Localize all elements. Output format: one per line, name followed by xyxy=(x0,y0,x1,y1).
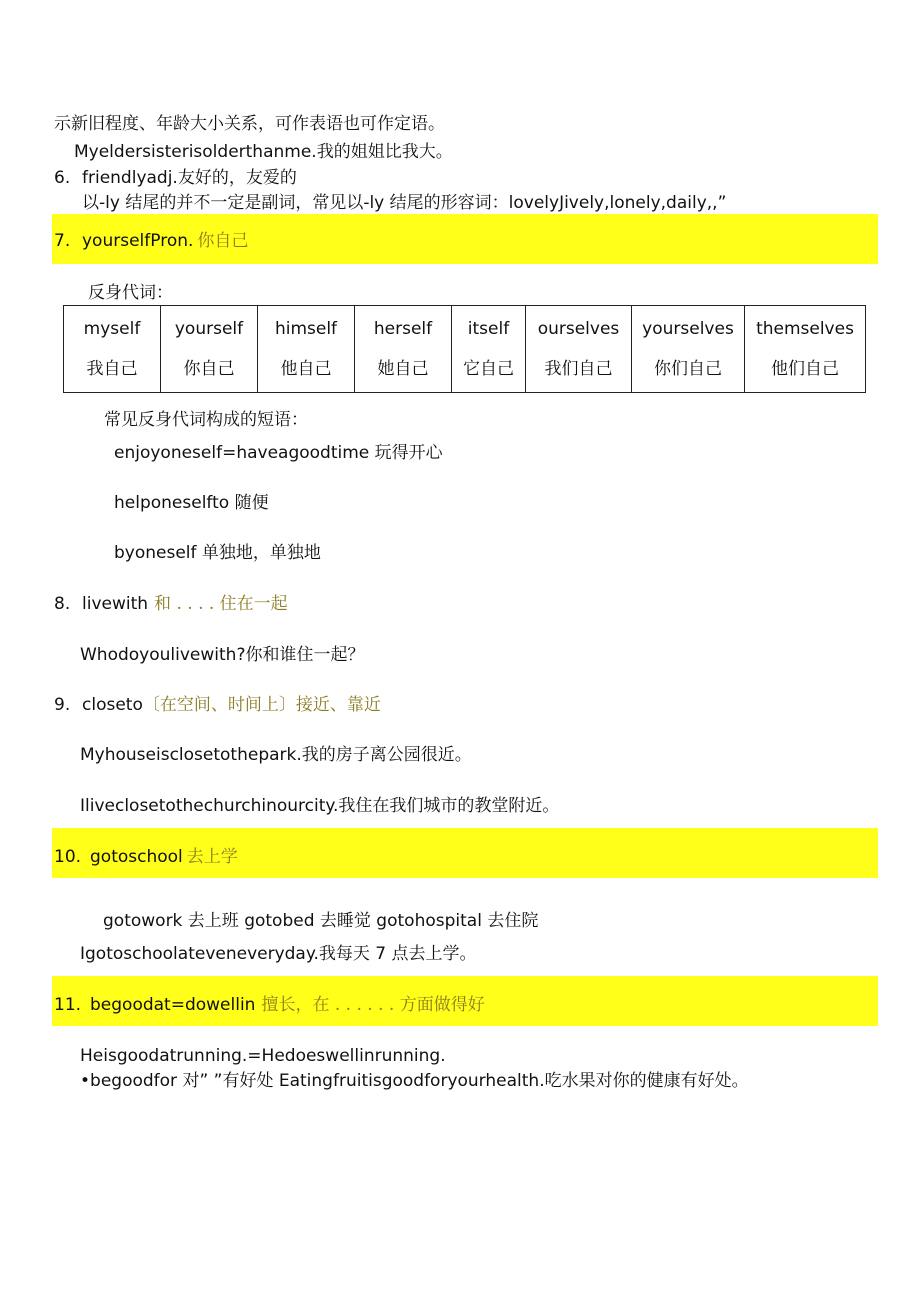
item-10-number: 10. xyxy=(54,847,82,867)
item-9-heading xyxy=(54,694,381,716)
phrases-caption: 常见反身代词构成的短语： xyxy=(104,410,308,430)
item-6-term: friendlyadj.友好的，友爱的 xyxy=(82,168,297,188)
item-8-term-en: livewith xyxy=(82,594,149,614)
item-6-heading xyxy=(54,167,297,189)
table-cell: himself 他自己 xyxy=(258,306,355,393)
item-6-number: 6. xyxy=(54,168,71,188)
item-11-term-cn: 擅长，在 . . . . . . 方面做得好 xyxy=(261,995,485,1015)
item-7-term-en: yourselfPron. xyxy=(82,231,194,251)
item-9-example-1: Myhouseisclosetothepark.我的房子离公园很近。 xyxy=(80,745,472,765)
item-11-number: 11. xyxy=(54,995,82,1015)
item-10-term-cn: 去上学 xyxy=(186,847,238,867)
item-7-heading xyxy=(54,230,248,252)
item-7-number: 7. xyxy=(54,231,71,251)
reflexive-table-caption: 反身代词： xyxy=(88,283,173,303)
table-cell: itself 它自己 xyxy=(452,306,526,393)
item-10-heading xyxy=(54,846,238,868)
phrase-item: byoneself 单独地，单独地 xyxy=(114,543,321,563)
intro-example: Myeldersisterisolderthanme.我的姐姐比我大。 xyxy=(74,142,453,162)
item-8-number: 8. xyxy=(54,594,71,614)
item-8-term-cn: 和 . . . . 住在一起 xyxy=(154,594,288,614)
item-9-example-2: Iliveclosetothechurchinourcity.我住在我们城市的教堂附近。 xyxy=(80,796,560,816)
table-cell: yourself 你自己 xyxy=(161,306,258,393)
table-cell: myself 我自己 xyxy=(64,306,161,393)
item-7-term-cn: 你自己 xyxy=(197,231,249,251)
item-10-example: Igotoschoolateveneveryday.我每天 7 点去上学。 xyxy=(80,944,477,964)
item-10-term-en: gotoschool xyxy=(90,847,183,867)
table-cell: ourselves 我们自己 xyxy=(526,306,632,393)
item-9-number: 9. xyxy=(54,695,71,715)
item-8-example: Whodoyoulivewith?你和谁住一起？ xyxy=(80,645,365,665)
item-10-phrases: gotowork 去上班 gotobed 去睡觉 gotohospital 去住院 xyxy=(103,911,539,931)
phrase-item: helponeselfto 随便 xyxy=(114,493,269,513)
item-11-heading xyxy=(54,994,485,1016)
item-8-heading xyxy=(54,593,288,615)
intro-line-1: 示新旧程度、年龄大小关系，可作表语也可作定语。 xyxy=(54,114,445,134)
item-9-term-en: closeto xyxy=(82,695,143,715)
phrase-item: enjoyoneself=haveagoodtime 玩得开心 xyxy=(114,443,443,463)
item-11-extra: •begoodfor 对” ”有好处 Eatingfruitisgoodforyourhealth.吃水果对你的健康有好处。 xyxy=(80,1071,749,1091)
table-cell: herself 她自己 xyxy=(355,306,452,393)
item-9-term-cn: 〔在空间、时间上〕接近、靠近 xyxy=(142,695,381,715)
item-11-example: Heisgoodatrunning.=Hedoeswellinrunning. xyxy=(80,1046,446,1066)
reflexive-pronoun-table xyxy=(63,305,866,393)
item-6-note: 以-ly 结尾的并不一定是副词，常见以-ly 结尾的形容词：lovelyJively,lonely,daily,,” xyxy=(82,193,727,213)
table-cell: themselves 他们自己 xyxy=(745,306,866,393)
table-cell: yourselves 你们自己 xyxy=(632,306,745,393)
item-11-term-en: begoodat=dowellin xyxy=(90,995,256,1015)
table-row xyxy=(64,306,866,393)
